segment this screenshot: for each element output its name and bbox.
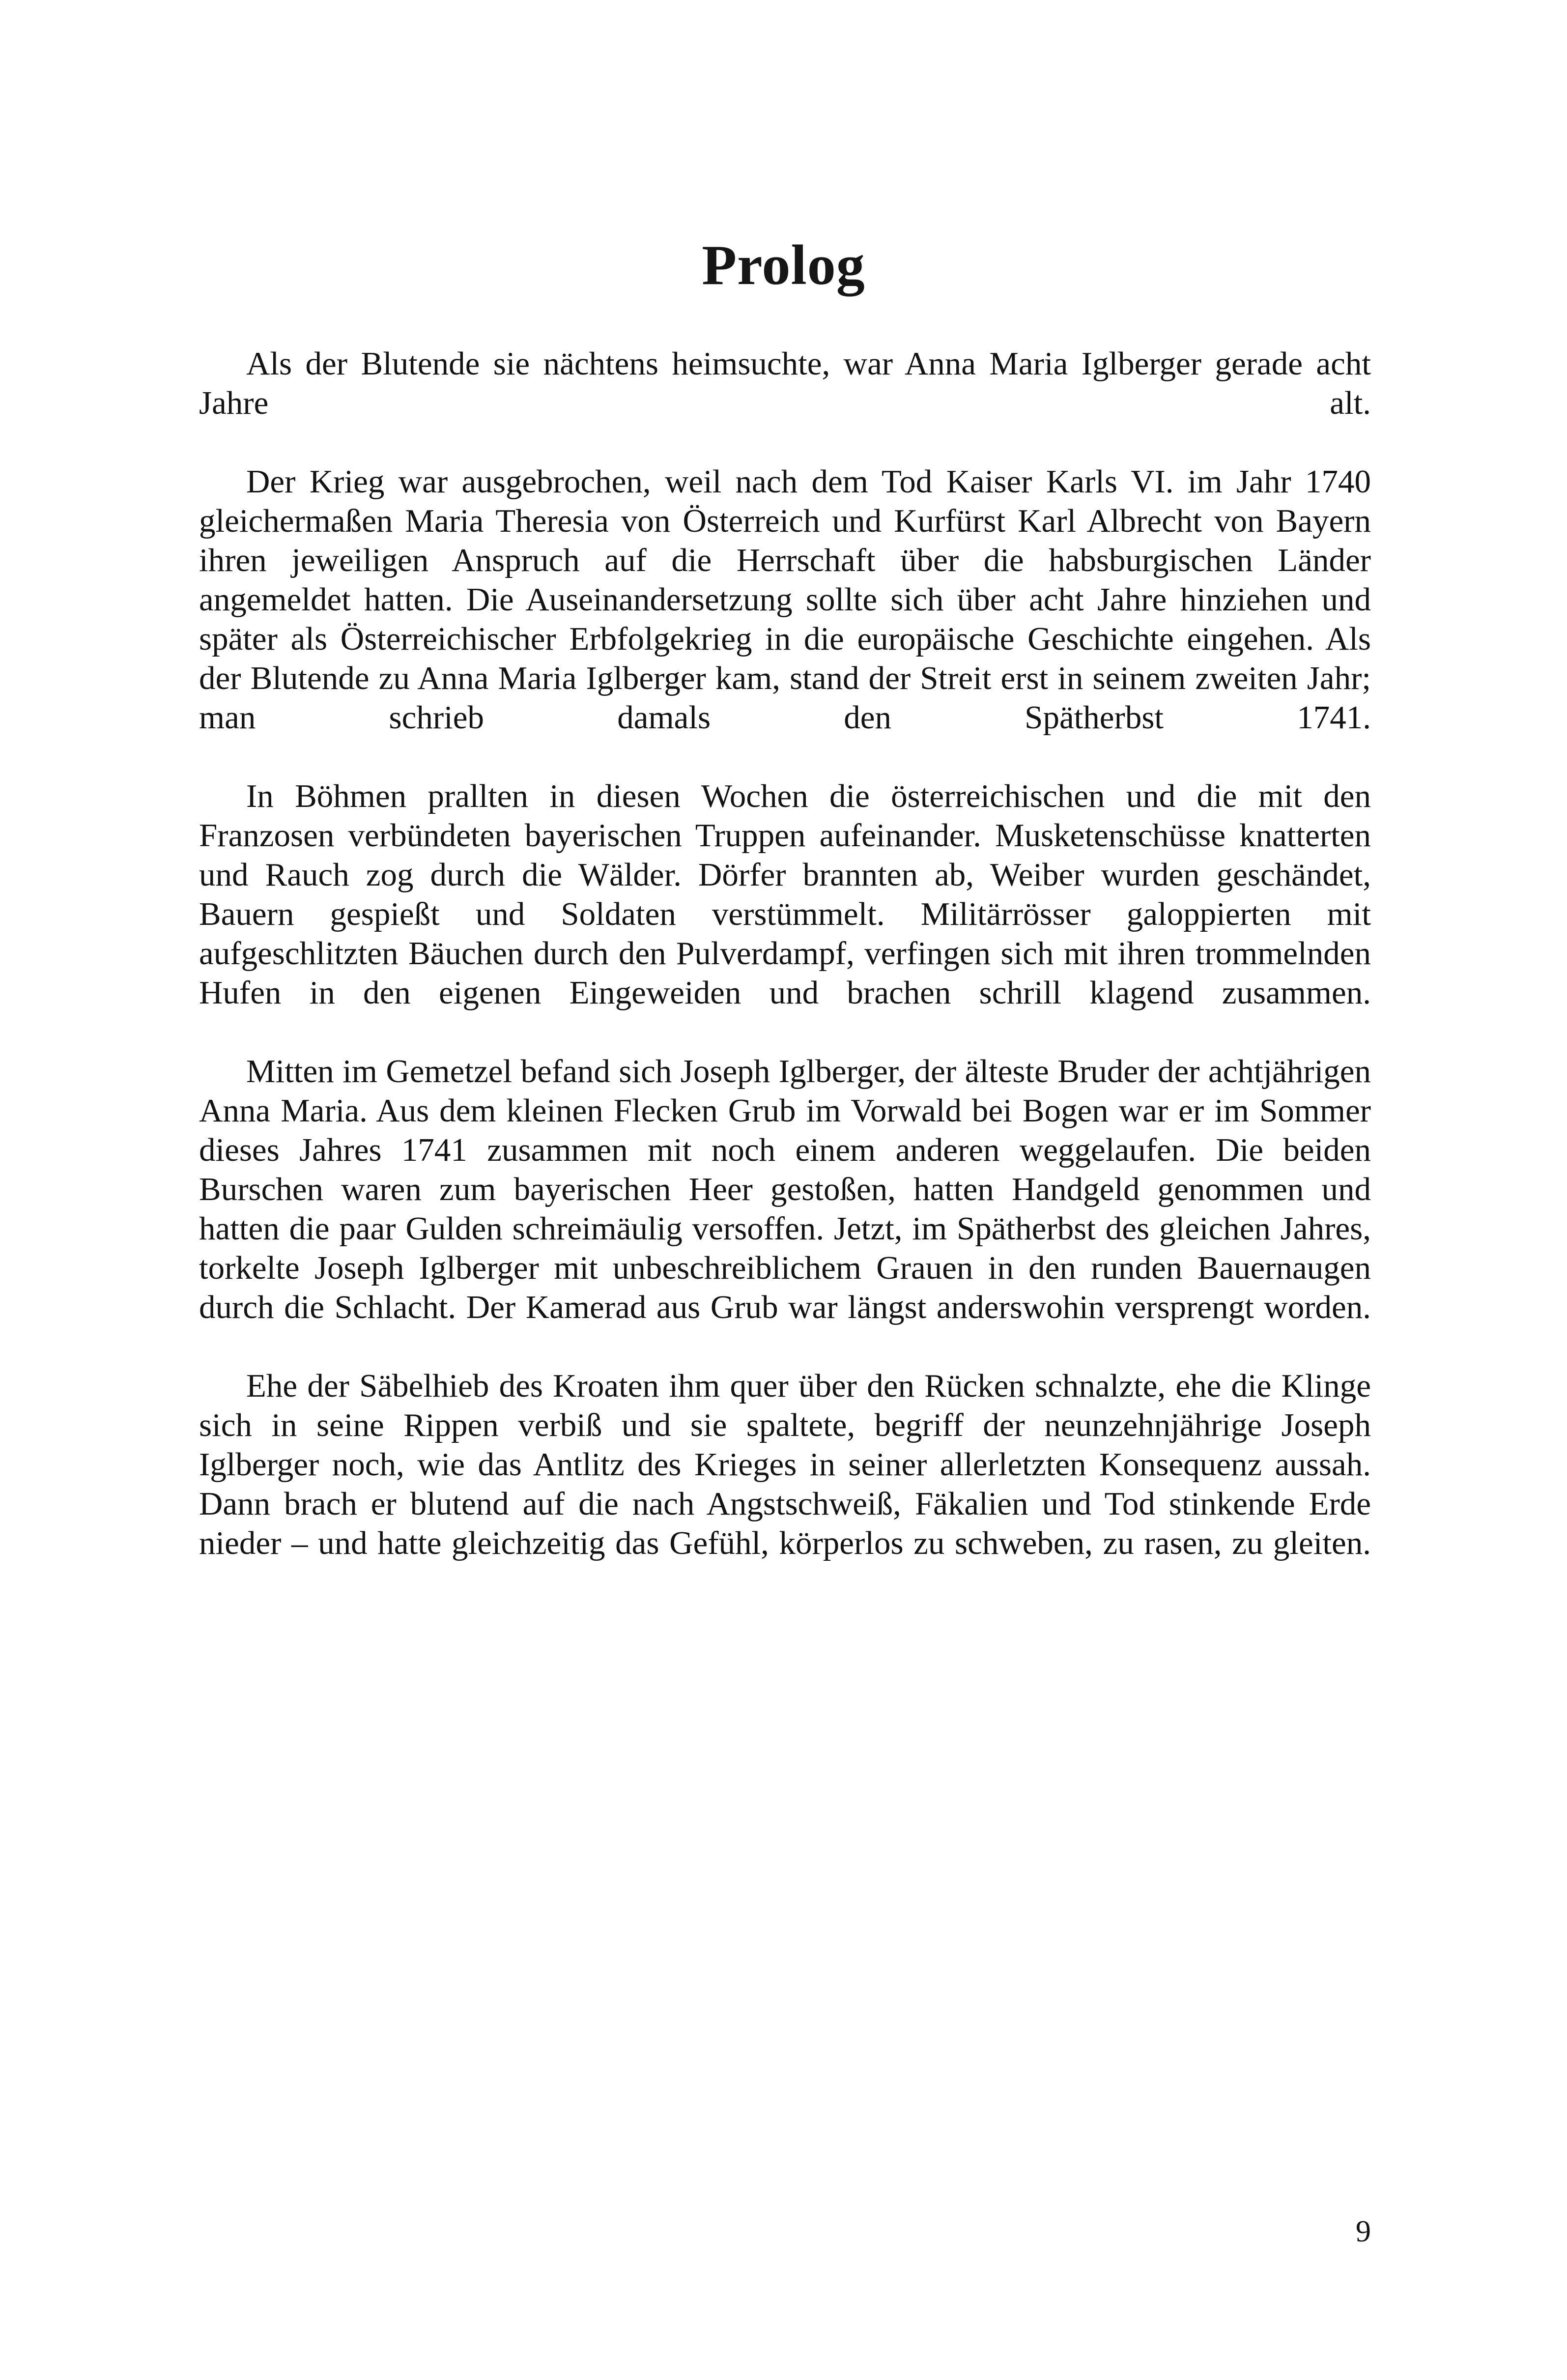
paragraph: Der Krieg war ausgebrochen, weil nach dem Tod Kaiser Karls VI. im Jahr 1740 gleichermaßen Maria Theresia von Österreich und Kurfürst Karl Albrecht von Bayern ihren jeweiligen Anspruch auf die Herrschaft über die habsburgischen Länder angemeldet hatten. Die Auseinandersetzung sollte sich über acht Jahre hinziehen und später als Österreichischer Erbfolgekrieg in die europäische Geschichte eingehen. Als der Blutende zu Anna Maria Iglberger kam, stand der Streit erst in seinem zweiten Jahr; man schrieb damals den Spätherbst 1741. bbox=[199, 463, 1371, 736]
paragraph: In Böhmen prallten in diesen Wochen die österreichischen und die mit den Franzosen verbündeten bayerischen Truppen aufeinander. Musketenschüsse knatterten und Rauch zog durch die Wälder. Dörfer brannten ab, Weiber wurden geschändet, Bauern gespießt und Soldaten verstümmelt. Militärrösser galoppierten mit aufgeschlitzten Bäuchen durch den Pulverdampf, verfingen sich mit ihren trommelnden Hufen in den eigenen Eingeweiden und brachen schrill klagend zusammen. bbox=[199, 778, 1371, 1011]
paragraph: Ehe der Säbelhieb des Kroaten ihm quer über den Rücken schnalzte, ehe die Klinge sich in seine Rippen verbiß und sie spaltete, begriff der neunzehnjährige Joseph Iglberger noch, wie das Antlitz des Krieges in seiner allerletzten Konsequenz aussah. Dann brach er blutend auf die nach Angstschweiß, Fäkalien und Tod stinkende Erde nieder – und hatte gleichzeitig das Gefühl, körperlos zu schweben, zu rasen, zu gleiten. bbox=[199, 1368, 1371, 1561]
body-text-column bbox=[199, 344, 1371, 1602]
page-title: Prolog bbox=[702, 233, 865, 297]
page-number: 9 bbox=[1356, 2215, 1371, 2248]
paragraph: Als der Blutende sie nächtens heimsuchte, war Anna Maria Iglberger gerade acht Jahre alt. bbox=[199, 345, 1371, 421]
paragraph: Mitten im Gemetzel befand sich Joseph Iglberger, der älteste Bruder der achtjährigen Anna Maria. Aus dem kleinen Flecken Grub im Vorwald bei Bogen war er im Sommer dieses Jahres 1741 zusammen mit noch einem anderen weggelaufen. Die beiden Burschen waren zum bayerischen Heer gestoßen, hatten Handgeld genommen und hatten die paar Gulden schreimäulig versoffen. Jetzt, im Spätherbst des gleichen Jahres, torkelte Joseph Iglberger mit unbeschreiblichem Grauen in den runden Bauernaugen durch die Schlacht. Der Kamerad aus Grub war längst anderswohin versprengt worden. bbox=[199, 1053, 1371, 1325]
